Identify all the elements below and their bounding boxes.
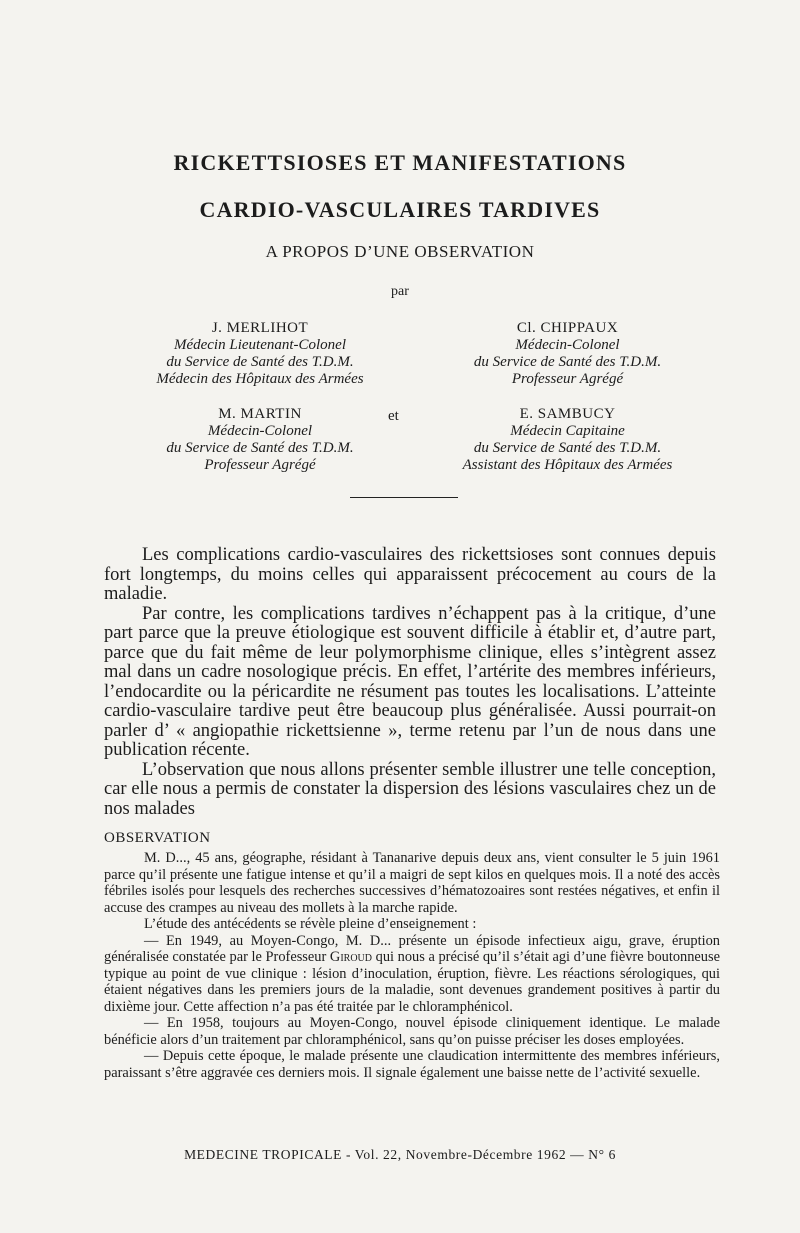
author-name: M. MARTIN	[218, 406, 302, 422]
author-role: Professeur Agrégé	[204, 457, 316, 473]
observation-text-span: qui nous a précisé qu’il s’était agi d’une fièvre boutonneuse typique au point de vue clinique : lésion d’inoculation, éruption, fièvre. Les réactions sérologiques, qui étaient négatives dans les premiers jours de la maladie, sont devenues grandement positives à partir du dixième jour. Cette affection n’a pas été traitée par le chloramphénicol.	[104, 949, 720, 1015]
intro-paragraph: Par contre, les complications tardives n’échappent pas à la critique, d’une part parce que la preuve étiologique est souvent difficile à établir et, d’autre part, parce que du fait même de leur polymorphisme clinique, elles s’intègrent assez mal dans un cadre nosologique précis. En effet, l’artérite des membres inférieurs, l’endocardite ou la péricardite ne résument pas toutes les localisations. L’atteinte cardio-vasculaire tardive peut être beaucoup plus généralisée. Aussi pourrait-on parler d’ « angiopathie rickettsienne », terme retenu par l’un de nous dans une publication récente.	[104, 603, 716, 760]
observation-text-span: — En 1949, au Moyen-Congo, M. D... présente un épisode infectieux aigu, grave, éruption généralisée constatée par le Professeur	[104, 932, 720, 965]
observation-paragraph: L’étude des antécédents se révèle pleine d’enseignement :	[144, 916, 477, 932]
author-role: Médecin Capitaine	[510, 423, 625, 439]
observation-paragraph: M. D..., 45 ans, géographe, résidant à Tananarive depuis deux ans, vient consulter le 5 juin 1961 parce qu’il présente une fatigue intense et qu’il a maigri de sept kilos en quelques mois. Il a noté des accès fébriles isolés pour lesquels des recherches successives d’hématozoaires sont restées négatives, et enfin il accuse des crampes au niveau des mollets à la marche rapide.	[104, 850, 720, 916]
journal-footer: MEDECINE TROPICALE - Vol. 22, Novembre-Décembre 1962 — N° 6	[184, 1147, 616, 1162]
author-block-martin	[120, 406, 400, 474]
author-role: Médecin-Colonel	[207, 423, 313, 439]
article-title-line-2: CARDIO-VASCULAIRES TARDIVES	[199, 197, 601, 222]
observation-text	[104, 850, 720, 1081]
author-role: Médecin-Colonel	[515, 337, 620, 353]
author-role: du Service de Santé des T.D.M.	[473, 440, 662, 456]
author-name: J. MERLIHOT	[211, 320, 309, 336]
byline-et: et	[388, 408, 399, 424]
observation-paragraph: — En 1958, toujours au Moyen-Congo, nouvel épisode cliniquement identique. Le malade bénéficie alors d’un traitement par chloramphénicol, sans qu’on puisse préciser les doses employées.	[104, 1015, 720, 1048]
author-block-merlihot	[120, 320, 400, 388]
intro-text	[104, 546, 716, 819]
author-role: Médecin Lieutenant-Colonel	[173, 337, 347, 353]
observation-paragraph	[104, 933, 720, 1016]
author-role: Assistant des Hôpitaux des Armées	[462, 457, 673, 473]
author-role: Médecin des Hôpitaux des Armées	[156, 371, 364, 387]
separator-rule	[350, 497, 458, 498]
author-role: Professeur Agrégé	[511, 371, 624, 387]
author-name: Cl. CHIPPAUX	[516, 320, 619, 336]
intro-paragraph: Les complications cardio-vasculaires des rickettsioses sont connues depuis fort longtemps, du moins celles qui apparaissent précocement au cours de la maladie.	[104, 545, 716, 604]
author-role: du Service de Santé des T.D.M.	[473, 354, 662, 370]
observation-heading: OBSERVATION	[104, 830, 211, 846]
article-title-line-1: RICKETTSIOSES ET MANIFESTATIONS	[173, 150, 627, 175]
author-block-chippaux	[425, 320, 710, 388]
observation-paragraph: — Depuis cette époque, le malade présente une claudication intermittente des membres inférieurs, paraissant s’être aggravée ces derniers mois. Il signale également une baisse nette de l’activité sexuelle.	[104, 1048, 720, 1081]
intro-paragraph: L’observation que nous allons présenter semble illustrer une telle conception, car elle nous a permis de constater la dispersion des lésions vasculaires chez un de nos malades	[104, 759, 716, 819]
person-name: Giroud	[329, 949, 372, 965]
article-subtitle: A PROPOS D’UNE OBSERVATION	[265, 242, 535, 261]
author-name: E. SAMBUCY	[519, 406, 616, 422]
byline-par: par	[391, 284, 409, 299]
author-role: du Service de Santé des T.D.M.	[166, 354, 354, 370]
author-role: du Service de Santé des T.D.M.	[166, 440, 354, 456]
author-block-sambucy	[425, 406, 710, 474]
